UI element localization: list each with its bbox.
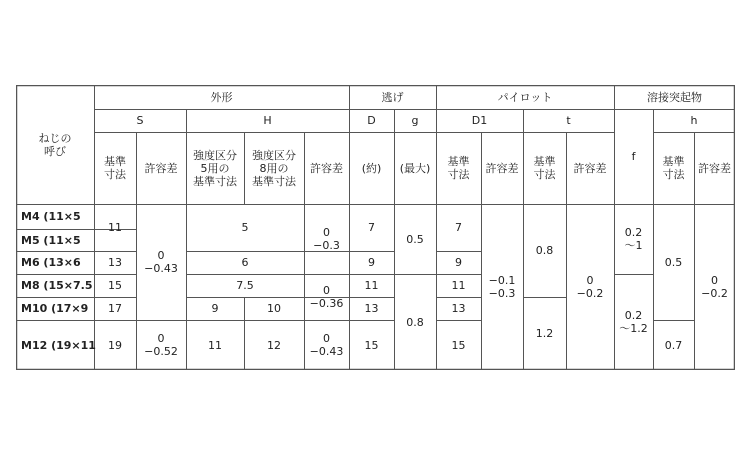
header-H: H [263,114,272,127]
cell-h-b: 0.7 [664,338,683,352]
cell-t-b: 1.2 [535,327,554,340]
row-label-m6: M6 (13×6 [21,256,81,269]
cell-S-m6: 13 [108,256,122,269]
spec-table [16,85,735,370]
cell-H-tol-a: 0 −0.3 [313,226,340,252]
header-f: f [631,150,636,163]
header-t-tolerance: 許容差 [573,161,607,175]
header-D1-tolerance: 許容差 [485,161,519,175]
cell-S-m8: 15 [108,279,122,292]
cell-S-tol-a: 0 −0.43 [144,249,178,275]
row-label-m12: M12 (19×11 [21,338,96,352]
header-h: h [690,114,698,127]
cell-D1-m10: 13 [451,302,466,315]
header-g: g [411,114,419,127]
cell-h-tolerance: 0 −0.2 [701,274,728,300]
header-D1-basic: 基準 寸法 [447,155,470,181]
header-g-max: (最大) [399,161,431,175]
header-D1: D1 [471,114,488,127]
cell-H-m10-class5: 9 [211,302,219,315]
cell-D1-m6: 9 [455,256,462,269]
header-relief: 逃げ [381,90,404,104]
cell-f-a: 0.2 〜1 [624,226,643,252]
cell-H-m10-class8: 10 [267,302,281,315]
cell-h-a: 0.5 [664,255,683,269]
cell-D-m4m5: 7 [368,221,375,234]
cell-D-m6: 9 [368,256,375,269]
header-H-class8: 強度区分 8用の 基準寸法 [252,148,296,188]
row-label-m8: M8 (15×7.5 [21,279,93,292]
cell-H-m12-class8: 12 [267,338,281,352]
header-h-basic: 基準 寸法 [662,155,685,181]
header-H-tolerance: 許容差 [310,161,343,175]
cell-D-m12: 15 [364,338,379,352]
header-t-basic: 基準 寸法 [533,155,556,181]
cell-D-m8: 11 [364,279,379,292]
header-S: S [136,114,144,127]
row-label-m5: M5 (11×5 [21,233,81,247]
cell-g-b: 0.8 [406,315,424,329]
cell-g-a: 0.5 [406,232,424,246]
header-weld-projection: 溶接突起物 [647,90,702,104]
header-h-tolerance: 許容差 [698,161,731,175]
header-S-basic: 基準 寸法 [104,155,126,181]
cell-f-b: 0.2 〜1.2 [619,309,648,335]
row-label-m4: M4 (11×5 [21,210,81,223]
cell-S-m10: 17 [108,302,122,315]
cell-S-tol-b: 0 −0.52 [144,332,178,358]
header-S-tolerance: 許容差 [144,161,178,175]
header-external-shape: 外形 [210,90,233,104]
cell-H-m12-class5: 11 [208,338,222,352]
row-label-m10: M10 (17×9 [21,302,89,315]
cell-D1-m12: 15 [451,338,466,352]
cell-D1-m4m5: 7 [455,221,462,234]
cell-t-a: 0.8 [535,244,554,257]
cell-D-m10: 13 [364,302,379,315]
cell-H-tol-b: 0 −0.36 [309,284,344,310]
cell-S-m4m5: 11 [108,221,122,234]
cell-H-m8: 7.5 [236,279,254,292]
header-thread-nominal: ねじの 呼び [38,131,72,158]
header-H-class5: 強度区分 5用の 基準寸法 [193,148,237,188]
header-D: D [367,114,376,127]
header-t: t [566,114,571,127]
cell-S-m12: 19 [108,338,122,352]
cell-H-m6: 6 [241,256,249,269]
header-pilot: パイロット [497,90,553,104]
cell-D1-m8: 11 [451,279,466,292]
cell-H-m4m5: 5 [241,221,249,234]
cell-H-tol-c: 0 −0.43 [309,332,344,358]
header-D-approx: (約) [361,161,382,175]
cell-t-tolerance: 0 −0.2 [576,274,604,300]
cell-D1-tolerance: −0.1 −0.3 [488,274,516,300]
